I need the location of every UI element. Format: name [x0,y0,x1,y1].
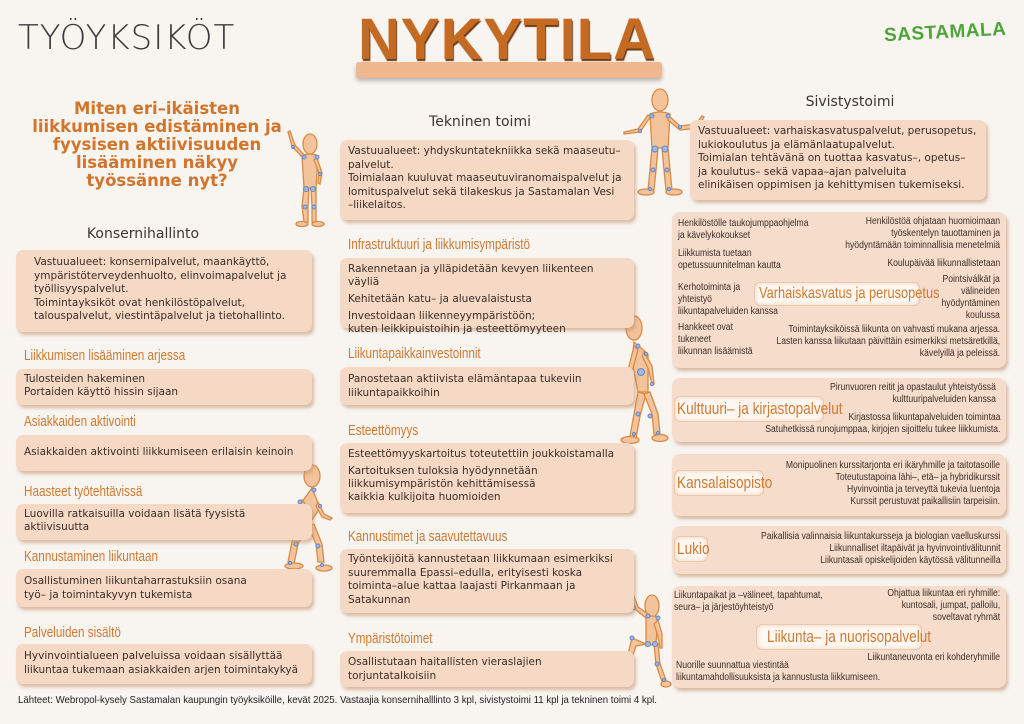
konsernihallinto-heading: Konsernihallinto [86,226,200,242]
description-line: elinikäisen oppimisen ja kehittymisen tukemiseksi. [698,179,965,191]
konsernihallinto-description-box [16,250,312,332]
vk-item: Koulupäivää liikunnallistetaan [887,258,1000,269]
category-box [340,443,634,513]
kulttuuri-box [672,378,1006,442]
description-line: ja koulutus– sekä vapaa–ajan palveluita [698,165,907,178]
vk-item: Pointsiválkät ja välineiden hyödyntäminen koulussa [941,274,1000,321]
category-line: Työntekijöitä kannustetaan liikkumaan esimerkiksi [348,553,613,565]
category-line: Kehitetään katu– ja aluevalaistusta [348,293,532,305]
category-line: työ– ja toimintakyvyn tukemista [24,589,193,601]
kansalaisopisto-item: Monipuolinen kurssitarjonta eri ikäryhmille ja taitotasoille Toteutustapoina lähi–, etä– ja hybridikurssit Hyvinvointia ja terveyttä tukevia luentoja Kurssit perustuvat paikallisiin tarpeisiin. [785,460,1000,507]
varhaiskasvatus-box [672,212,1006,368]
category-line: Rakennetaan ja ylläpidetään kevyen liikenteen väyliä [348,263,594,288]
lukio-box [672,526,1006,574]
category-line: Osallistuminen liikuntaharrastuksiin osana [24,575,247,587]
category-line: Tulosteiden hakeminen [24,373,146,385]
vk-item: Toimintayksiköissä liikunta on vahvasti mukana arjessa. Lasten kanssa liikutaan päivittäin esimerkiksi metsäretkillä, kävelyillä ja peleissä. [776,324,1000,359]
kulttuuri-item: Kirjastossa liikuntapalveluiden toimintaa Satuhetkissä runojumppaa, kirjojen sijoittelu tukee liikkumista. [764,412,1000,435]
varhaiskasvatus-title: Varhaiskasvatus ja perusopetus [754,282,920,306]
vk-item: Hankkeet ovat tukeneet liikunnan lisäämistä [678,322,753,357]
kulttuuri-title: Kulttuuri– ja kirjastopalvelut [674,396,824,422]
category-line: toiminta–alue kattaa laajasti Pirkanmaan ja [348,580,576,592]
liikunta-title: Liikunta– ja nuorisopalvelut [756,624,922,650]
category-line: Hyvinvointialueen palveluissa voidaan sisällyttää [24,650,283,662]
description-line: Toimialaan kuuluvat maaseutuviranomaispalvelut ja [348,172,622,184]
description-line: ympäristöterveydenhuolto, elinvoimapalvelut ja [34,269,287,282]
question-heading: Miten eri–ikäisten liikkumisen edistäminen ja fyysisen aktiivisuuden lisääminen näkyy työssänne nyt? [32,99,282,190]
category-line: liikuntapaikkoihin [348,387,440,399]
category-line: liikkumisympäristön kehittämisessä [348,478,536,490]
category-line: torjuntatalkoisiin [348,670,437,682]
description-line: Toimintayksiköt ovat henkilöstöpalvelut, [34,296,245,309]
category-line: Kartoituksen tuloksia hyödynnetään [348,465,538,477]
category-box [16,569,312,607]
mannequin-figure-waving-icon [282,128,332,228]
description-line: Toimialan tehtävänä on tuottaa kasvatus–, opetus– [698,152,966,164]
category-title: Palveluiden sisältö [24,624,121,641]
category-line: kuten leikkipuistoihin ja esteettömyyteen [348,323,566,335]
description-line: lomituspalvelut sekä tilakeskus ja Sastamalan Vesi [348,185,615,198]
konsernihallinto-description [34,256,294,324]
category-line: Portaiden käyttö hissin sijaan [24,386,179,398]
category-box [16,644,312,684]
vk-item: Henkilöstölle taukojumppaohjelma ja kävelykokoukset [678,218,809,241]
category-line: Esteettömyyskartoitus toteutettiin joukkoistamalla [348,448,615,460]
category-box [340,549,634,613]
category-box [340,258,634,335]
description-line: palvelut. [348,158,394,171]
category-title: Kannustimet ja saavutettavuus [348,528,508,545]
description-line: talouspalvelut, viestintäpalvelut ja tietohallinto. [34,310,286,322]
category-line: Asiakkaiden aktivointi liikkumiseen erilaisin keinoin [24,446,294,458]
liikunta-item: Liikuntapaikat ja –välineet, tapahtumat, seura– ja järjestöyhteistyö [674,590,823,613]
category-box [16,435,312,471]
kansalaisopisto-title: Kansalaisopisto [674,470,764,496]
sastamala-logo: SASTAMALA [883,18,1007,47]
category-title: Kannustaminen liikuntaan [24,548,159,565]
category-title: Esteettömyys [348,422,419,439]
category-line: aktiivisuutta [24,521,90,533]
liikunta-item: Nuorille suunnattua viestintää liikuntamahdollisuuksista ja kannustusta liikkumiseen. [676,660,881,683]
description-line: työllisyyspalvelut. [34,283,129,295]
category-line: Panostetaan aktiivista elämäntapaa tukeviin [348,373,582,385]
kansalaisopisto-box [672,454,1006,516]
main-title: NYKYTILA [358,7,656,72]
lukio-item: Paikallisia valinnaisia liikuntakursseja ja biologian vaelluskurssi Liikunnalliset iltapäivät ja hyvinvointivälitunnit Liikuntasali opiskelijoiden käytössä välitunneilla [760,531,1000,566]
category-line: liikuntaa tukemaan asiakkaiden arjen toimintakykyä [24,664,299,676]
category-title: Infrastruktuuri ja liikkumisympäristö [348,236,531,253]
vk-item: Liikkumista tuetaan opetussuunnitelman kautta [678,248,781,271]
category-box [340,367,634,405]
liikunta-item: Ohjattua liikuntaa eri ryhmille: kuntosali, jumpat, palloilu, soveltavat ryhmät [887,588,1000,623]
page-title-left: TYÖYKSIKÖT [18,18,236,58]
tekninen-heading: Tekninen toimi [429,114,531,130]
category-line: Osallistutaan haitallisten vieraslajien [348,656,542,668]
category-line: kaikkia kulkijoita huomioiden [348,491,501,503]
category-box [16,504,312,540]
category-title: Haasteet työtehtävissä [24,483,143,500]
liikunta-box [672,586,1006,688]
category-title: Liikkumisen lisääminen arjessa [24,347,186,364]
main-title-banner [352,6,662,76]
vk-item: Henkilöstöä ohjataan huomioimaan työskentelyn tauottaminen ja hyödyntämään toiminnallisia menetelmiä [845,216,1000,251]
sources-footer: Lähteet: Webropol-kysely Sastamalan kaupungin työyksiköille, kevät 2025. Vastaajia konsernihalllinto 3 kpl, sivistystoimi 11 kpl ja tekninen toimi 4 kpl. [18,694,657,706]
sivistys-heading: Sivistystoimi [805,94,895,110]
kulttuuri-item: Pirunvuoren reitit ja opastaulut yhteistyössä kulttuuripalveluiden kanssa [830,382,996,405]
liikunta-item: Liikuntaneuvonta eri kohderyhmille [867,652,1000,663]
description-line: Vastuualueet: varhaiskasvatuspalvelut, perusopetus, [698,125,977,137]
category-line: Luovilla ratkaisuilla voidaan lisätä fyysistä [24,508,246,520]
description-line: Vastuualueet: yhdyskuntatekniikka sekä maaseutu– [348,145,621,157]
tekninen-description-box [340,140,634,220]
vk-item: Kerhotoiminta ja yhteistyö liikuntapalveluiden kanssa [678,282,778,317]
category-box [340,651,634,687]
description-line: lukiokoulutus ja elämänlaatupalvelut. [698,138,896,151]
category-line: Satakunnan [348,593,411,606]
category-title: Liikuntapaikkainvestoinnit [348,345,481,362]
category-line: suuremmalla Epassi–edulla, erityisesti koska [348,566,583,579]
description-line: –liikelaitos. [348,199,406,211]
category-title: Ympäristötoimet [348,630,433,647]
sivistys-description-box [690,120,986,200]
category-line: Investoidaan liikenneyympäristöön; [348,310,536,322]
description-line: Vastuualueet: konsernipalvelut, maankäyttö, [34,256,270,268]
category-title: Asiakkaiden aktivointi [24,413,136,430]
category-box [16,369,312,405]
lukio-title: Lukio [674,536,708,562]
